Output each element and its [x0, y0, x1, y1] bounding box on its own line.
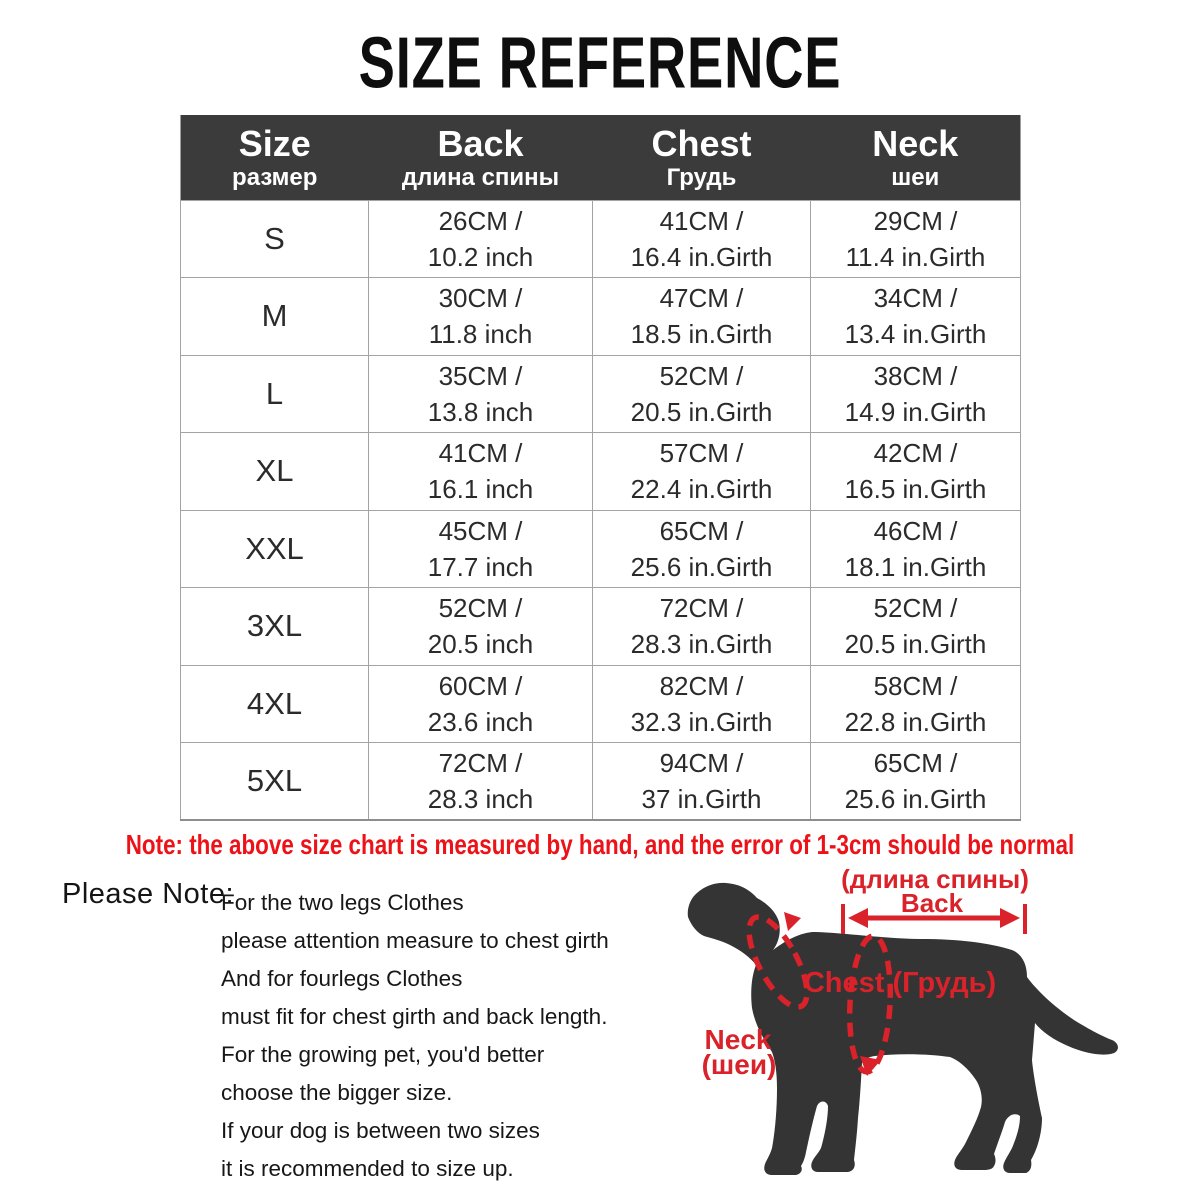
size-table: [180, 115, 1021, 821]
size-cell: 4XL: [181, 665, 369, 743]
back-cm: 26CM /: [438, 205, 523, 236]
chest-cell: [593, 433, 811, 511]
please-note-label: Please Note:: [62, 878, 235, 910]
header-size-ru: размер: [232, 163, 318, 191]
back-cm: 60CM /: [438, 670, 523, 701]
note-line: it is recommended to size up.: [221, 1156, 514, 1181]
chest-cm: 94CM /: [659, 748, 744, 778]
back-cell: [369, 355, 593, 433]
chest-inch: 16.4 in.Girth: [630, 241, 773, 272]
neck-label-ru: (шеи): [701, 1049, 777, 1080]
header-chest: [593, 115, 811, 200]
neck-inch: 13.4 in.Girth: [844, 319, 987, 350]
back-inch: 17.7 inch: [427, 551, 534, 582]
back-cm: 72CM /: [438, 748, 523, 778]
neck-cm: 34CM /: [873, 283, 958, 314]
back-cell: [369, 200, 593, 278]
neck-cell: [811, 355, 1021, 433]
size-cell: 5XL: [181, 743, 369, 821]
header-back-ru: длина спины: [401, 163, 560, 191]
size-cell: XL: [181, 433, 369, 511]
size-cell: M: [181, 278, 369, 356]
page-title: SIZE REFERENCE: [358, 23, 842, 104]
chest-cm: 41CM /: [659, 205, 744, 236]
back-cell: [369, 510, 593, 588]
neck-cell: [811, 510, 1021, 588]
header-neck-ru: шеи: [891, 163, 940, 191]
chest-inch: 20.5 in.Girth: [630, 396, 773, 427]
please-note-lines: [221, 884, 651, 1188]
note-line: choose the bigger size.: [221, 1080, 453, 1105]
note-line: For the two legs Clothes: [221, 890, 464, 915]
table-row-4xl: [181, 665, 1021, 743]
header-chest-ru: Грудь: [666, 163, 737, 191]
size-table-header: [181, 115, 1021, 200]
neck-inch: 22.8 in.Girth: [844, 706, 987, 737]
chest-cm: 57CM /: [659, 438, 744, 469]
neck-cm: 65CM /: [873, 748, 958, 778]
header-chest-en: Chest: [651, 122, 752, 164]
neck-inch: 25.6 in.Girth: [844, 784, 987, 814]
neck-label-en: Neck: [704, 1024, 772, 1055]
back-cell: [369, 665, 593, 743]
chest-cm: 52CM /: [659, 360, 744, 391]
table-row-s: [181, 200, 1021, 278]
table-row-xl: [181, 433, 1021, 511]
neck-inch: 16.5 in.Girth: [844, 474, 987, 505]
back-cell: [369, 588, 593, 666]
table-row-m: [181, 278, 1021, 356]
chest-cell: [593, 743, 811, 821]
chest-cm: 47CM /: [659, 283, 744, 314]
back-cm: 35CM /: [438, 360, 523, 391]
chest-cell: [593, 200, 811, 278]
back-inch: 28.3 inch: [427, 784, 534, 814]
neck-cell: [811, 588, 1021, 666]
size-cell: L: [181, 355, 369, 433]
table-row-xxl: [181, 510, 1021, 588]
back-arrow-head-left: [848, 908, 868, 928]
neck-cm: 52CM /: [873, 593, 958, 624]
back-cm: 41CM /: [438, 438, 523, 469]
back-inch: 11.8 inch: [428, 319, 533, 350]
neck-cm: 38CM /: [873, 360, 958, 391]
table-row-5xl: [181, 743, 1021, 821]
note-line: please attention measure to chest girth: [221, 928, 609, 953]
note-line: And for fourlegs Clothes: [221, 966, 463, 991]
header-size-en: Size: [238, 122, 311, 164]
neck-cell: [811, 433, 1021, 511]
back-inch: 23.6 inch: [427, 706, 534, 737]
chest-cell: [593, 510, 811, 588]
table-row-3xl: [181, 588, 1021, 666]
back-cm: 52CM /: [438, 593, 523, 624]
chest-inch: 37 in.Girth: [641, 784, 762, 814]
note-line: must fit for chest girth and back length.: [221, 1004, 608, 1029]
back-inch: 16.1 inch: [427, 474, 534, 505]
neck-cm: 58CM /: [873, 670, 958, 701]
back-cell: [369, 743, 593, 821]
neck-cm: 46CM /: [873, 515, 958, 546]
measurement-tolerance-note: Note: the above size chart is measured by hand, and the error of 1-3cm should be normal: [125, 829, 1075, 860]
back-measure-bar-left: [841, 904, 845, 934]
neck-inch: 20.5 in.Girth: [844, 629, 987, 660]
neck-cell: [811, 665, 1021, 743]
back-measure-bar-right: [1023, 904, 1027, 934]
neck-cell: [811, 200, 1021, 278]
chest-cm: 82CM /: [659, 670, 744, 701]
back-cm: 30CM /: [438, 283, 523, 314]
note-line: If your dog is between two sizes: [221, 1118, 540, 1143]
back-arrow-head-right: [1000, 908, 1020, 928]
neck-inch: 11.4 in.Girth: [845, 241, 986, 272]
size-cell: XXL: [181, 510, 369, 588]
chest-inch: 32.3 in.Girth: [630, 706, 773, 737]
back-cm: 45CM /: [438, 515, 523, 546]
chest-cell: [593, 355, 811, 433]
back-cell: [369, 278, 593, 356]
header-neck: [811, 115, 1021, 200]
size-cell: S: [181, 200, 369, 278]
chest-inch: 22.4 in.Girth: [630, 474, 773, 505]
neck-cell: [811, 743, 1021, 821]
back-label-en: Back: [900, 888, 964, 918]
chest-cell: [593, 278, 811, 356]
neck-inch: 14.9 in.Girth: [844, 396, 987, 427]
chest-cell: [593, 665, 811, 743]
neck-cm: 42CM /: [873, 438, 958, 469]
header-back-en: Back: [437, 122, 524, 164]
header-neck-en: Neck: [872, 122, 959, 164]
size-cell: 3XL: [181, 588, 369, 666]
chest-cm: 72CM /: [659, 593, 744, 624]
measurement-diagram: [660, 860, 1140, 1200]
back-label-ru: (длина спины): [841, 864, 1029, 894]
back-cell: [369, 433, 593, 511]
back-inch: 20.5 inch: [427, 629, 534, 660]
back-inch: 13.8 inch: [427, 396, 534, 427]
neck-cell: [811, 278, 1021, 356]
chest-cell: [593, 588, 811, 666]
chest-label: Chest (Грудь): [803, 967, 997, 999]
back-inch: 10.2 inch: [427, 241, 534, 272]
neck-cm: 29CM /: [873, 205, 958, 236]
chest-inch: 25.6 in.Girth: [630, 551, 773, 582]
header-back: [369, 115, 593, 200]
header-size: [181, 115, 369, 200]
chest-inch: 28.3 in.Girth: [630, 629, 773, 660]
neck-measure-arrowhead: [784, 912, 801, 931]
chest-inch: 18.5 in.Girth: [630, 319, 773, 350]
chest-cm: 65CM /: [659, 515, 744, 546]
neck-inch: 18.1 in.Girth: [844, 551, 987, 582]
table-row-l: [181, 355, 1021, 433]
note-line: For the growing pet, you'd better: [221, 1042, 545, 1067]
